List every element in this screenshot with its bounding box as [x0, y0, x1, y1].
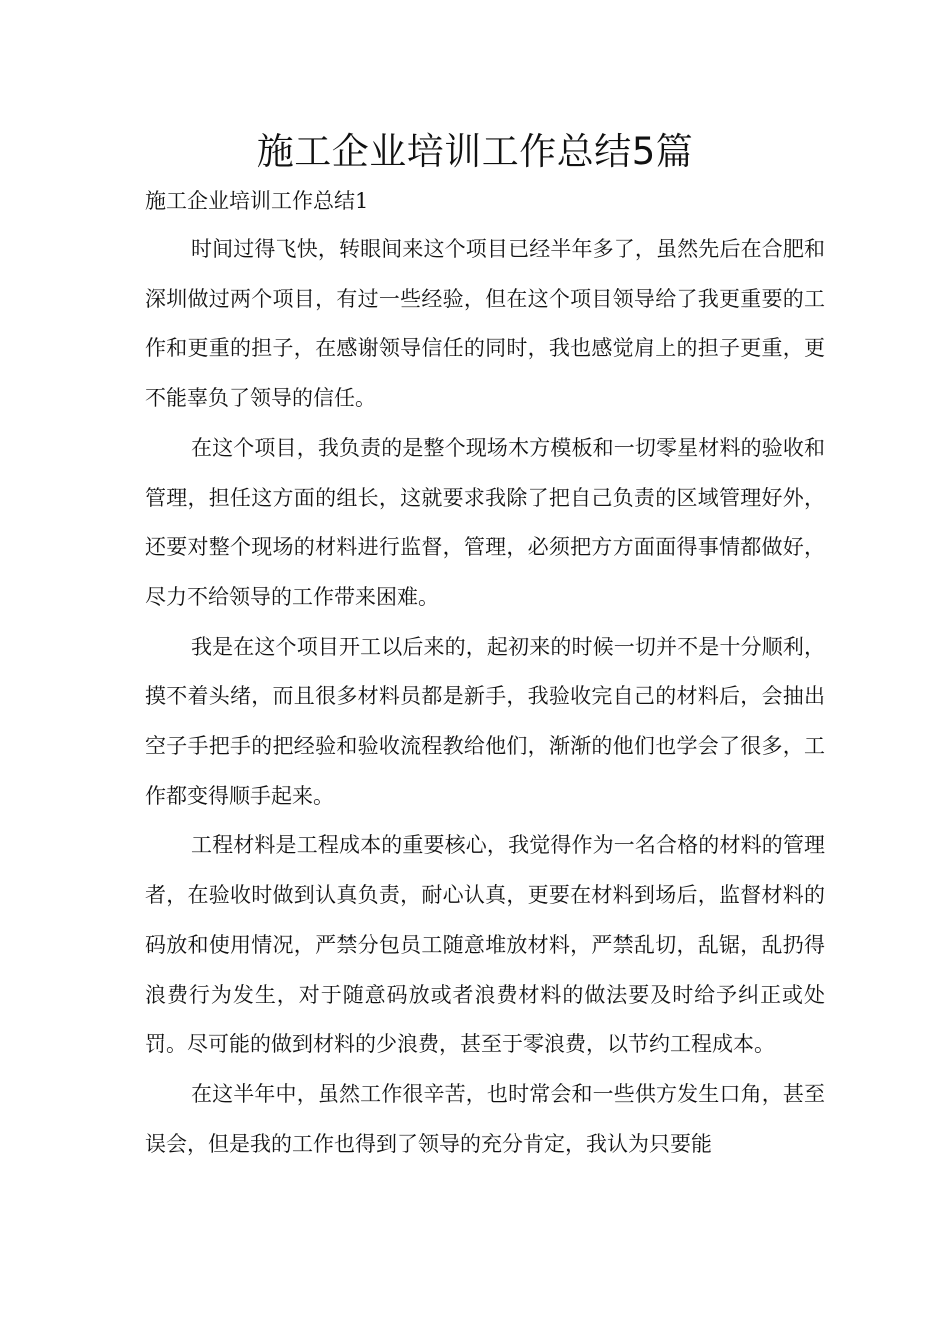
document-subtitle: 施工企业培训工作总结1	[145, 189, 369, 213]
paragraph: 时间过得飞快，转眼间来这个项目已经半年多了，虽然先后在合肥和深圳做过两个项目，有过一些经验，但在这个项目领导给了我更重要的工作和更重的担子，在感谢领导信任的同时，我也感觉肩上的担子更重，更不能辜负了领导的信任。	[145, 237, 825, 411]
paragraph: 在这半年中，虽然工作很辛苦，也时常会和一些供方发生口角，甚至误会，但是我的工作也得到了领导的充分肯定，我认为只要能	[145, 1081, 825, 1156]
paragraph: 工程材料是工程成本的重要核心，我觉得作为一名合格的材料的管理者，在验收时做到认真负责，耐心认真，更要在材料到场后，监督材料的码放和使用情况，严禁分包员工随意堆放材料，严禁乱切，乱锯，乱扔得浪费行为发生，对于随意码放或者浪费材料的做法要及时给予纠正或处罚。尽可能的做到材料的少浪费，甚至于零浪费，以节约工程成本。	[145, 833, 825, 1057]
paragraph: 我是在这个项目开工以后来的，起初来的时候一切并不是十分顺利，摸不着头绪，而且很多材料员都是新手，我验收完自己的材料后，会抽出空子手把手的把经验和验收流程教给他们，渐渐的他们也学会了很多，工作都变得顺手起来。	[145, 634, 825, 808]
document-body	[145, 225, 825, 1169]
document-title: 施工企业培训工作总结5篇	[256, 130, 694, 173]
paragraph: 在这个项目，我负责的是整个现场木方模板和一切零星材料的验收和管理，担任这方面的组长，这就要求我除了把自己负责的区域管理好外，还要对整个现场的材料进行监督，管理，必须把方方面面得事情都做好，尽力不给领导的工作带来困难。	[145, 435, 825, 609]
